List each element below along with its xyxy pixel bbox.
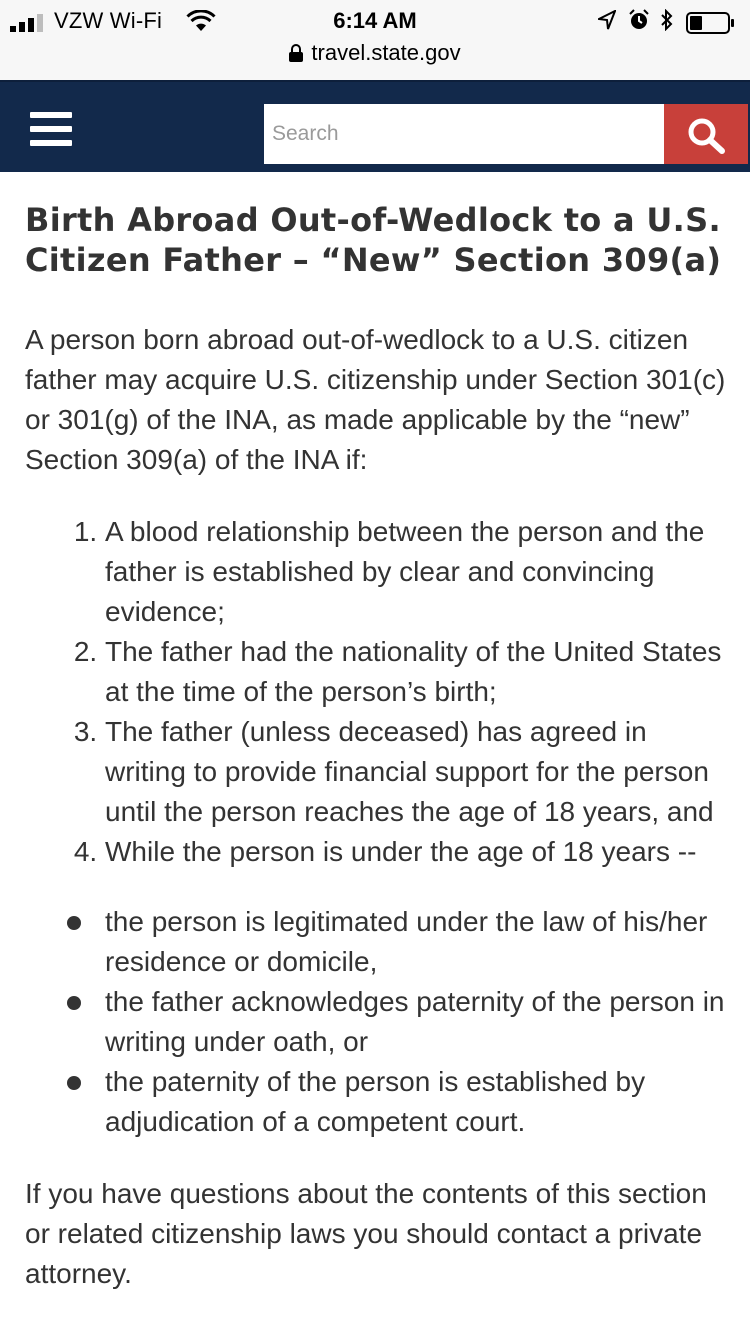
bluetooth-icon: [660, 9, 674, 31]
sub-conditions-list: [25, 902, 730, 1142]
search-button[interactable]: [664, 104, 748, 164]
clock: 6:14 AM: [333, 8, 417, 33]
intro-paragraph: A person born abroad out-of-wedlock to a U.S. citizen father may acquire U.S. citizenship under Section 301(c) or 301(g) of the INA, as made applicable by the “new” Section 309(a) of the INA if:: [25, 324, 726, 475]
conditions-list: [25, 512, 730, 872]
list-item: 4. While the person is under the age of 18 years --: [105, 832, 730, 872]
list-item: the person is legitimated under the law of his/her residence or domicile,: [105, 902, 730, 982]
hamburger-icon: [30, 126, 72, 132]
site-header: [0, 80, 750, 172]
list-item: the father acknowledges paternity of the person in writing under oath, or: [105, 982, 730, 1062]
location-arrow-icon: [598, 10, 616, 30]
url-text: travel.state.gov: [311, 40, 461, 65]
list-item: 2. The father had the nationality of the United States at the time of the person’s birth;: [105, 632, 730, 712]
carrier-label: VZW Wi-Fi: [54, 8, 163, 33]
address-bar[interactable]: [0, 40, 750, 70]
status-bar: [0, 0, 750, 80]
search-icon: [686, 116, 726, 154]
list-item: 3. The father (unless deceased) has agreed in writing to provide financial support for the person until the person reaches the age of 18 years, and: [105, 712, 730, 832]
lock-icon: [289, 44, 303, 62]
list-item: the paternity of the person is established by adjudication of a competent court.: [105, 1062, 730, 1142]
article-content: [25, 200, 730, 1294]
hamburger-icon: [30, 140, 72, 146]
hamburger-icon: [30, 112, 72, 118]
page-title: Birth Abroad Out-of-Wedlock to a U.S. Citizen Father – “New” Section 309(a): [25, 201, 722, 279]
alarm-icon: [628, 9, 650, 31]
menu-button[interactable]: [30, 112, 72, 146]
battery-icon: [686, 12, 734, 34]
search-input[interactable]: [264, 104, 666, 164]
list-item: 1. A blood relationship between the person and the father is established by clear and convincing evidence;: [105, 512, 730, 632]
closing-paragraph: If you have questions about the contents of this section or related citizenship laws you should contact a private attorney.: [25, 1178, 707, 1289]
status-row: [0, 6, 750, 36]
